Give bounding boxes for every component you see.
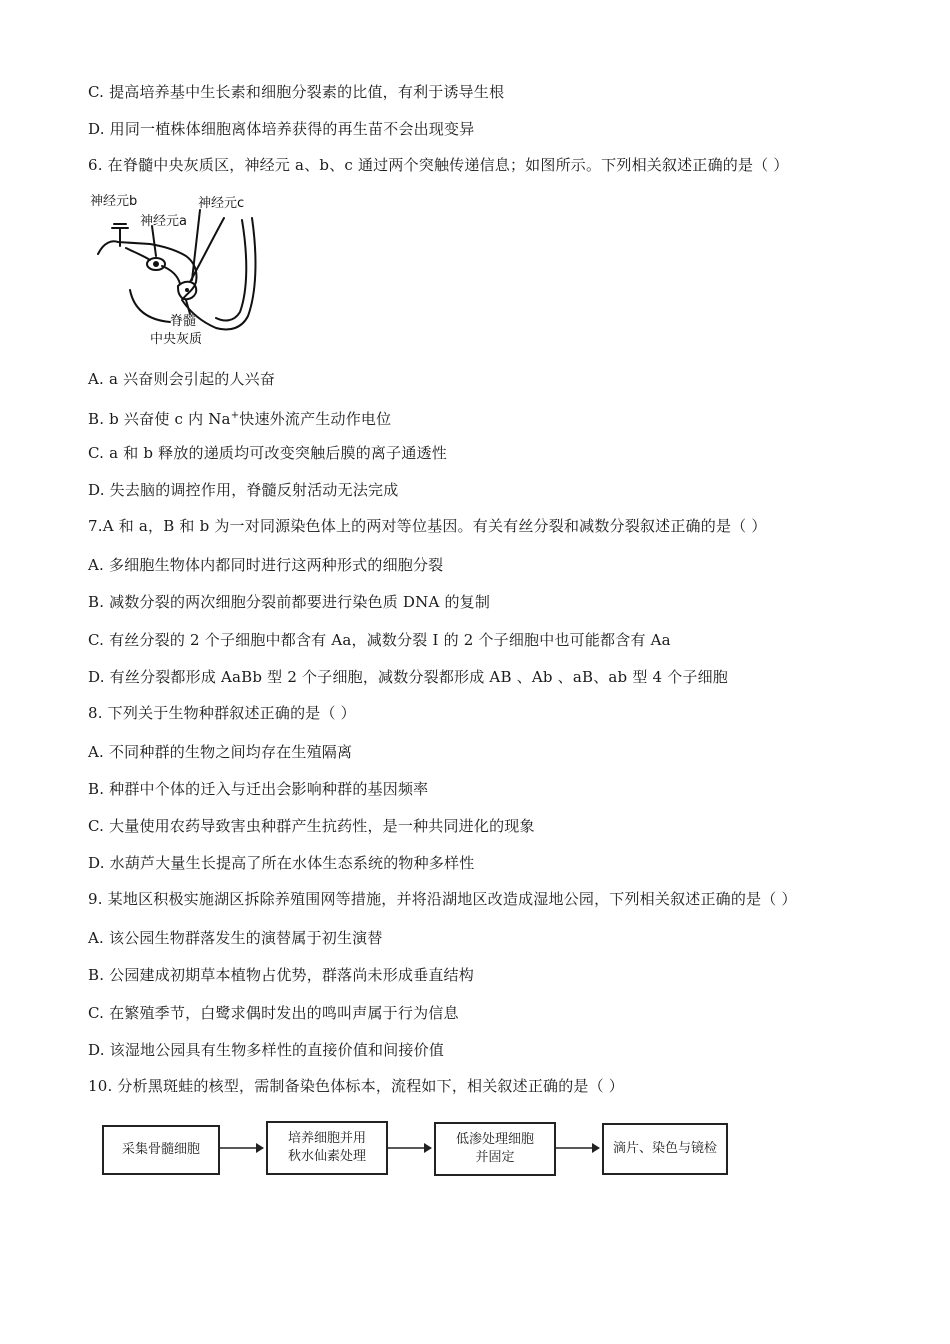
- q7-option-c: C. 有丝分裂的 2 个子细胞中都含有 Aa，减数分裂 Ⅰ 的 2 个子细胞中也可能都含有 Aa: [88, 631, 671, 649]
- flow-step-3-line1: 低渗处理细胞: [455, 1132, 534, 1147]
- q9-option-b: B. 公园建成初期草本植物占优势，群落尚未形成垂直结构: [88, 966, 474, 984]
- q6b-text-rest: 快速外流产生动作电位: [239, 410, 392, 428]
- q8-stem: 8. 下列关于生物种群叙述正确的是（ ）: [88, 704, 356, 722]
- flow-step-4-label: 滴片、染色与镜检: [612, 1141, 717, 1156]
- flow-step-2-line2: 秋水仙素处理: [287, 1149, 366, 1164]
- q10-stem: 10. 分析黑斑蛙的核型，需制备染色体标本，流程如下，相关叙述正确的是（ ）: [88, 1077, 624, 1095]
- q6-stem: 6. 在脊髓中央灰质区，神经元 a、b、c 通过两个突触传递信息；如图所示。下列相关叙述正确的是（ ）: [88, 156, 789, 174]
- q6-option-c: C. a 和 b 释放的递质均可改变突触后膜的离子通透性: [88, 444, 447, 462]
- q6-option-b: [88, 406, 391, 429]
- flow-step-culture: [266, 1121, 388, 1175]
- flow-step-staining: [602, 1123, 728, 1175]
- q5-option-d: D. 用同一植株体细胞离体培养获得的再生苗不会出现变异: [88, 120, 475, 138]
- flow-step-hypotonic: [434, 1122, 556, 1176]
- flow-step-2-line1: 培养细胞并用: [287, 1131, 366, 1146]
- flow-step-collect: [102, 1125, 220, 1175]
- arrow-right-icon: [220, 1140, 264, 1156]
- label-spinal-cord: 脊髓: [170, 314, 197, 329]
- q7-option-a: A. 多细胞生物体内都同时进行这两种形式的细胞分裂: [88, 556, 444, 574]
- label-neuron-c: 神经元c: [198, 196, 245, 211]
- q6-option-a: A. a 兴奋则会引起的人兴奋: [88, 370, 276, 388]
- neuron-diagram: [90, 190, 260, 350]
- q6-option-d: D. 失去脑的调控作用，脊髓反射活动无法完成: [88, 481, 399, 499]
- q9-option-d: D. 该湿地公园具有生物多样性的直接价值和间接价值: [88, 1041, 445, 1059]
- label-neuron-b: 神经元b: [90, 194, 138, 209]
- label-central-gray-matter: 中央灰质: [150, 332, 203, 347]
- q8-option-a: A. 不同种群的生物之间均存在生殖隔离: [88, 743, 353, 761]
- flow-step-1-label: 采集骨髓细胞: [121, 1142, 200, 1157]
- q8-option-b: B. 种群中个体的迁入与迁出会影响种群的基因频率: [88, 780, 429, 798]
- q9-option-a: A. 该公园生物群落发生的演替属于初生演替: [88, 929, 383, 947]
- flow-step-3-line2: 并固定: [475, 1150, 515, 1165]
- arrow-right-icon: [556, 1140, 600, 1156]
- q8-option-d: D. 水葫芦大量生长提高了所在水体生态系统的物种多样性: [88, 854, 475, 872]
- superscript-plus: +: [230, 410, 240, 421]
- q9-stem: 9. 某地区积极实施湖区拆除养殖围网等措施，并将沿湖地区改造成湿地公园，下列相关叙述正确的是（ ）: [88, 890, 797, 908]
- label-neuron-a: 神经元a: [140, 214, 187, 229]
- q8-option-c: C. 大量使用农药导致害虫种群产生抗药性，是一种共同进化的现象: [88, 817, 535, 835]
- q5-option-c: C. 提高培养基中生长素和细胞分裂素的比值，有利于诱导生根: [88, 83, 505, 101]
- q7-stem: 7.A 和 a，B 和 b 为一对同源染色体上的两对等位基因。有关有丝分裂和减数分裂叙述正确的是（ ）: [88, 517, 767, 535]
- arrow-right-icon: [388, 1140, 432, 1156]
- q6b-text: B. b 兴奋使 c 内 Na: [88, 410, 231, 428]
- procedure-flowchart: [100, 1120, 740, 1176]
- q7-option-d: D. 有丝分裂都形成 AaBb 型 2 个子细胞，减数分裂都形成 AB 、Ab 、aB、ab 型 4 个子细胞: [88, 668, 728, 686]
- q7-option-b: B. 减数分裂的两次细胞分裂前都要进行染色质 DNA 的复制: [88, 593, 491, 611]
- q9-option-c: C. 在繁殖季节，白鹭求偶时发出的鸣叫声属于行为信息: [88, 1004, 459, 1022]
